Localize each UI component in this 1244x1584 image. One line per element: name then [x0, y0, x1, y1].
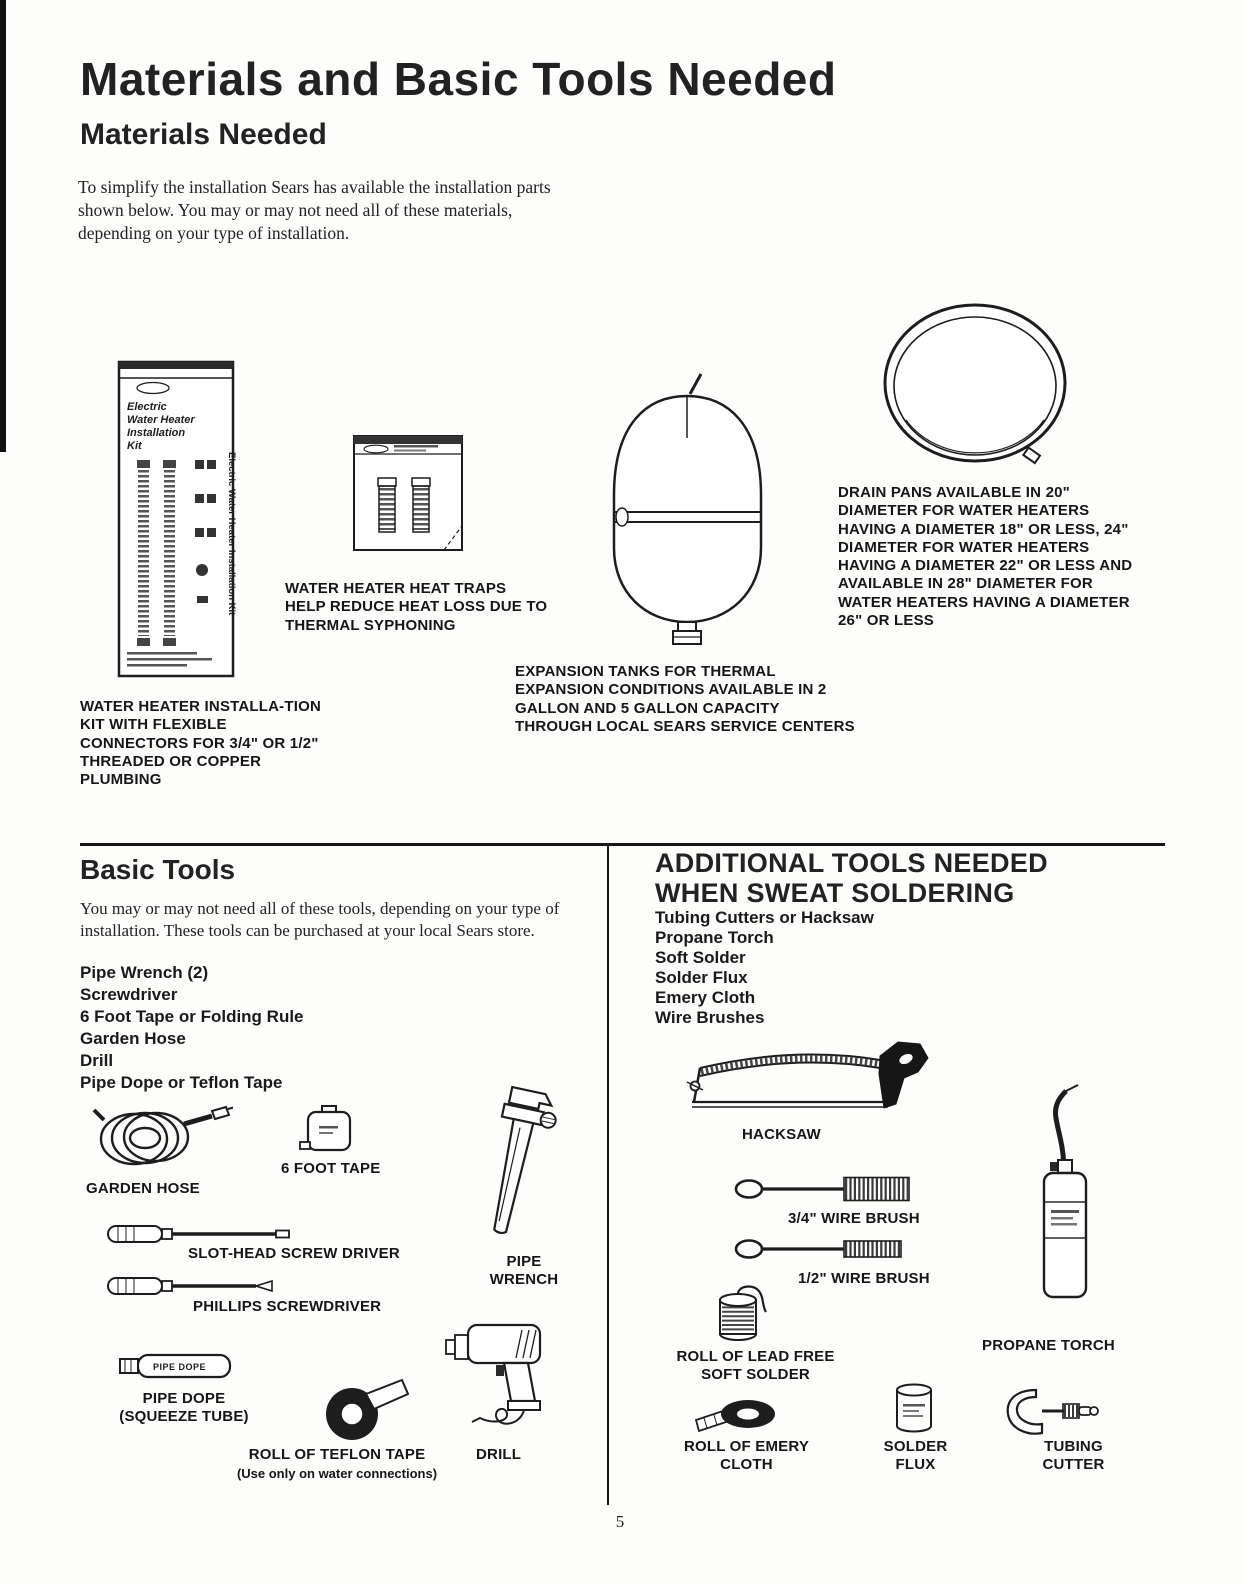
drill-label: DRILL: [476, 1446, 522, 1463]
solder-flux-illustration: [890, 1380, 938, 1435]
tool-list-item: Pipe Wrench (2): [80, 963, 209, 982]
phillips-screwdriver-label: PHILLIPS SCREWDRIVER: [193, 1298, 382, 1315]
tool-list-item: Soft Solder: [655, 948, 746, 967]
slot-screwdriver-illustration: [104, 1220, 294, 1248]
propane-torch-label: PROPANE TORCH: [982, 1337, 1115, 1354]
tool-list-item: Emery Cloth: [655, 988, 756, 1007]
section-divider: [80, 843, 1165, 846]
water-heater-kit-illustration: [105, 348, 250, 688]
wire-brush-12-illustration: [732, 1232, 937, 1266]
tubing-cutter-label: TUBING CUTTER: [1042, 1438, 1105, 1474]
drain-pans-caption: DRAIN PANS AVAILABLE IN 20" DIAMETER FOR WATER HEATERS HAVING A DIAMETER 18" OR LESS, 24" DIAMETER FOR WATER HEATERS HAVING A DIAMETER 22" OR LESS AND AVAILABLE IN 28" DIAMETER FOR WATER HEATERS HAVING A DIAMETER 26" OR LESS: [838, 484, 1133, 630]
six-foot-tape-illustration: [298, 1098, 360, 1156]
teflon-tape-illustration: [308, 1372, 413, 1444]
soft-solder-label: ROLL OF LEAD FREE SOFT SOLDER: [676, 1348, 835, 1384]
additional-tools-heading-line1: ADDITIONAL TOOLS NEEDED: [655, 848, 1048, 878]
basic-tools-list: [80, 962, 304, 1094]
tubing-cutter-illustration: [1000, 1382, 1100, 1440]
garden-hose-illustration: [88, 1092, 233, 1177]
tool-list-item: Wire Brushes: [655, 1008, 765, 1027]
basic-tools-intro: You may or may not need all of these tools, depending on your type of installation. These tools can be purchased at your local Sears store.: [80, 899, 560, 941]
page-number: 5: [615, 1512, 625, 1531]
scan-artifact-bar: [0, 0, 6, 452]
emery-cloth-illustration: [692, 1390, 780, 1438]
teflon-tape-label: ROLL OF TEFLON TAPE: [248, 1446, 426, 1463]
phillips-screwdriver-illustration: [104, 1272, 279, 1300]
expansion-tanks-caption: EXPANSION TANKS FOR THERMAL EXPANSION CONDITIONS AVAILABLE IN 2 GALLON AND 5 GALLON CAPACITY THROUGH LOCAL SEARS SERVICE CENTERS: [515, 663, 855, 735]
tool-list-item: Solder Flux: [655, 968, 748, 987]
materials-intro: To simplify the installation Sears has available the installation parts shown below. You may or may not need all of these materials, depending on your type of installation.: [78, 177, 551, 243]
wire-brush-12-label: 1/2" WIRE BRUSH: [798, 1270, 930, 1287]
solder-flux-label: SOLDER FLUX: [883, 1438, 948, 1474]
pipe-dope-label: PIPE DOPE (SQUEEZE TUBE): [119, 1390, 249, 1426]
emery-cloth-label: ROLL OF EMERY CLOTH: [683, 1438, 810, 1474]
hacksaw-label: HACKSAW: [742, 1126, 821, 1143]
heat-traps-illustration: [348, 428, 470, 560]
drain-pan-illustration: [878, 298, 1073, 476]
tool-list-item: Propane Torch: [655, 928, 774, 947]
additional-tools-heading-line2: WHEN SWEAT SOLDERING: [655, 878, 1015, 908]
materials-heading: Materials Needed: [80, 118, 327, 151]
propane-torch-illustration: [1018, 1082, 1113, 1322]
tool-list-item: Tubing Cutters or Hacksaw: [655, 908, 874, 927]
kit-box-label-line4: Kit: [127, 440, 142, 452]
page-title: Materials and Basic Tools Needed: [80, 53, 837, 105]
soft-solder-illustration: [708, 1284, 770, 1348]
expansion-tank-illustration: [580, 370, 795, 655]
pipe-dope-illustration: [108, 1348, 248, 1384]
drill-illustration: [438, 1312, 568, 1437]
kit-caption: WATER HEATER INSTALLA-TION KIT WITH FLEXIBLE CONNECTORS FOR 3/4" OR 1/2" THREADED OR COPPER PLUMBING: [80, 698, 322, 789]
kit-box-label-line2: Water Heater: [127, 414, 195, 426]
pipe-wrench-illustration: [462, 1082, 574, 1250]
six-foot-tape-label: 6 FOOT TAPE: [281, 1160, 381, 1177]
tool-list-item: 6 Foot Tape or Folding Rule: [80, 1007, 304, 1026]
tool-list-item: Screwdriver: [80, 985, 178, 1004]
kit-box-label-line1: Electric: [127, 401, 167, 413]
slot-screwdriver-label: SLOT-HEAD SCREW DRIVER: [188, 1245, 400, 1262]
basic-tools-heading: Basic Tools: [80, 854, 236, 885]
tool-list-item: Pipe Dope or Teflon Tape: [80, 1073, 283, 1092]
tool-list-item: Drill: [80, 1051, 114, 1070]
pipe-dope-tube-text: PIPE DOPE: [153, 1362, 207, 1372]
additional-tools-list: [655, 908, 874, 1028]
wire-brush-34-illustration: [732, 1172, 937, 1206]
column-divider: [607, 843, 609, 1505]
wire-brush-34-label: 3/4" WIRE BRUSH: [788, 1210, 920, 1227]
tool-list-item: Garden Hose: [80, 1029, 186, 1048]
pipe-wrench-label: PIPE WRENCH: [489, 1253, 559, 1289]
heat-traps-caption: WATER HEATER HEAT TRAPS HELP REDUCE HEAT LOSS DUE TO THERMAL SYPHONING: [285, 580, 548, 634]
garden-hose-label: GARDEN HOSE: [86, 1180, 200, 1197]
kit-box-side-text: Electric Water Heater Installation Kit: [226, 452, 237, 616]
kit-box-label-line3: Installation: [127, 427, 186, 439]
teflon-tape-note: (Use only on water connections): [236, 1466, 438, 1481]
hacksaw-illustration: [682, 1032, 940, 1128]
